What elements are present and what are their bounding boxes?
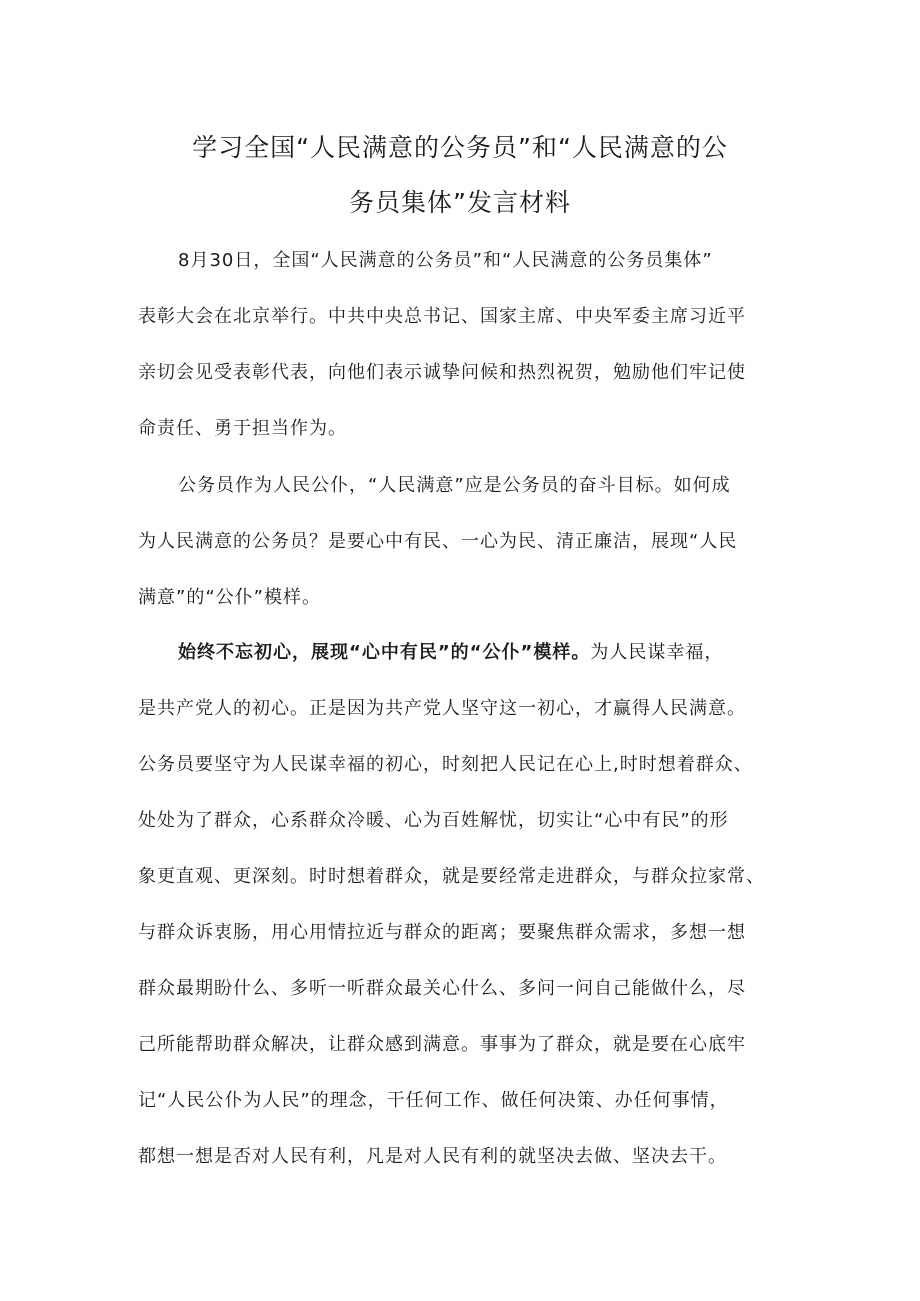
paragraph-line: 都想一想是否对人民有利，凡是对人民有利的就坚决去做、坚决去干。 (138, 1146, 727, 1167)
document-title-line-1: 学习全国“人民满意的公务员”和“人民满意的公 (192, 133, 728, 162)
paragraph-line: 表彰大会在北京举行。中共中央总书记、国家主席、中央军委主席习近平 (138, 306, 746, 327)
paragraph-first-line (138, 625, 798, 681)
paragraph-line: 是共产党人的初心。正是因为共产党人坚守这一初心，才赢得人民满意。 (138, 698, 746, 719)
section-heading: 始终不忘初心，展现“心中有民”的“公仆”模样。 (178, 642, 591, 663)
paragraph-line: 公务员要坚守为人民谋幸福的初心，时刻把人民记在心上,时时想着群众、 (138, 754, 753, 775)
paragraph-line: 群众最期盼什么、多听一听群众最关心什么、多问一问自己能做什么，尽 (138, 978, 746, 999)
paragraph-line: 公务员作为人民公仆，“人民满意”应是公务员的奋斗目标。如何成 (178, 475, 731, 496)
paragraph-line: 命责任、勇于担当作为。 (138, 418, 347, 439)
paragraph-text: 为人民谋幸福， (590, 642, 724, 663)
paragraph-line: 记“人民公仆为人民”的理念，干任何工作、做任何决策、办任何事情， (138, 1090, 729, 1111)
paragraph-line: 象更直观、更深刻。时时想着群众，就是要经常走进群众，与群众拉家常、 (138, 866, 765, 887)
paragraph-1 (138, 233, 798, 457)
paragraph-line: 8月30日，全国“人民满意的公务员”和“人民满意的公务员集体” (178, 250, 713, 271)
paragraph-line: 亲切会见受表彰代表，向他们表示诚挚问候和热烈祝贺，勉励他们牢记使 (138, 362, 746, 383)
paragraph-line: 与群众诉衷肠，用心用情拉近与群众的距离；要聚焦群众需求，多想一想 (138, 922, 746, 943)
paragraph-3 (138, 625, 798, 1185)
paragraph-line: 处处为了群众，心系群众冷暖、心为百姓解忧，切实让“心中有民”的形 (138, 810, 729, 831)
paragraph-line: 己所能帮助群众解决，让群众感到满意。事事为了群众，就是要在心底牢 (138, 1034, 746, 1055)
paragraph-line: 为人民满意的公务员？是要心中有民、一心为民、清正廉洁，展现“人民 (138, 531, 738, 552)
document-title-line-2: 务员集体”发言材料 (349, 188, 571, 217)
paragraph-line: 满意”的“公仆”模样。 (138, 587, 321, 608)
paragraph-2 (138, 458, 798, 626)
